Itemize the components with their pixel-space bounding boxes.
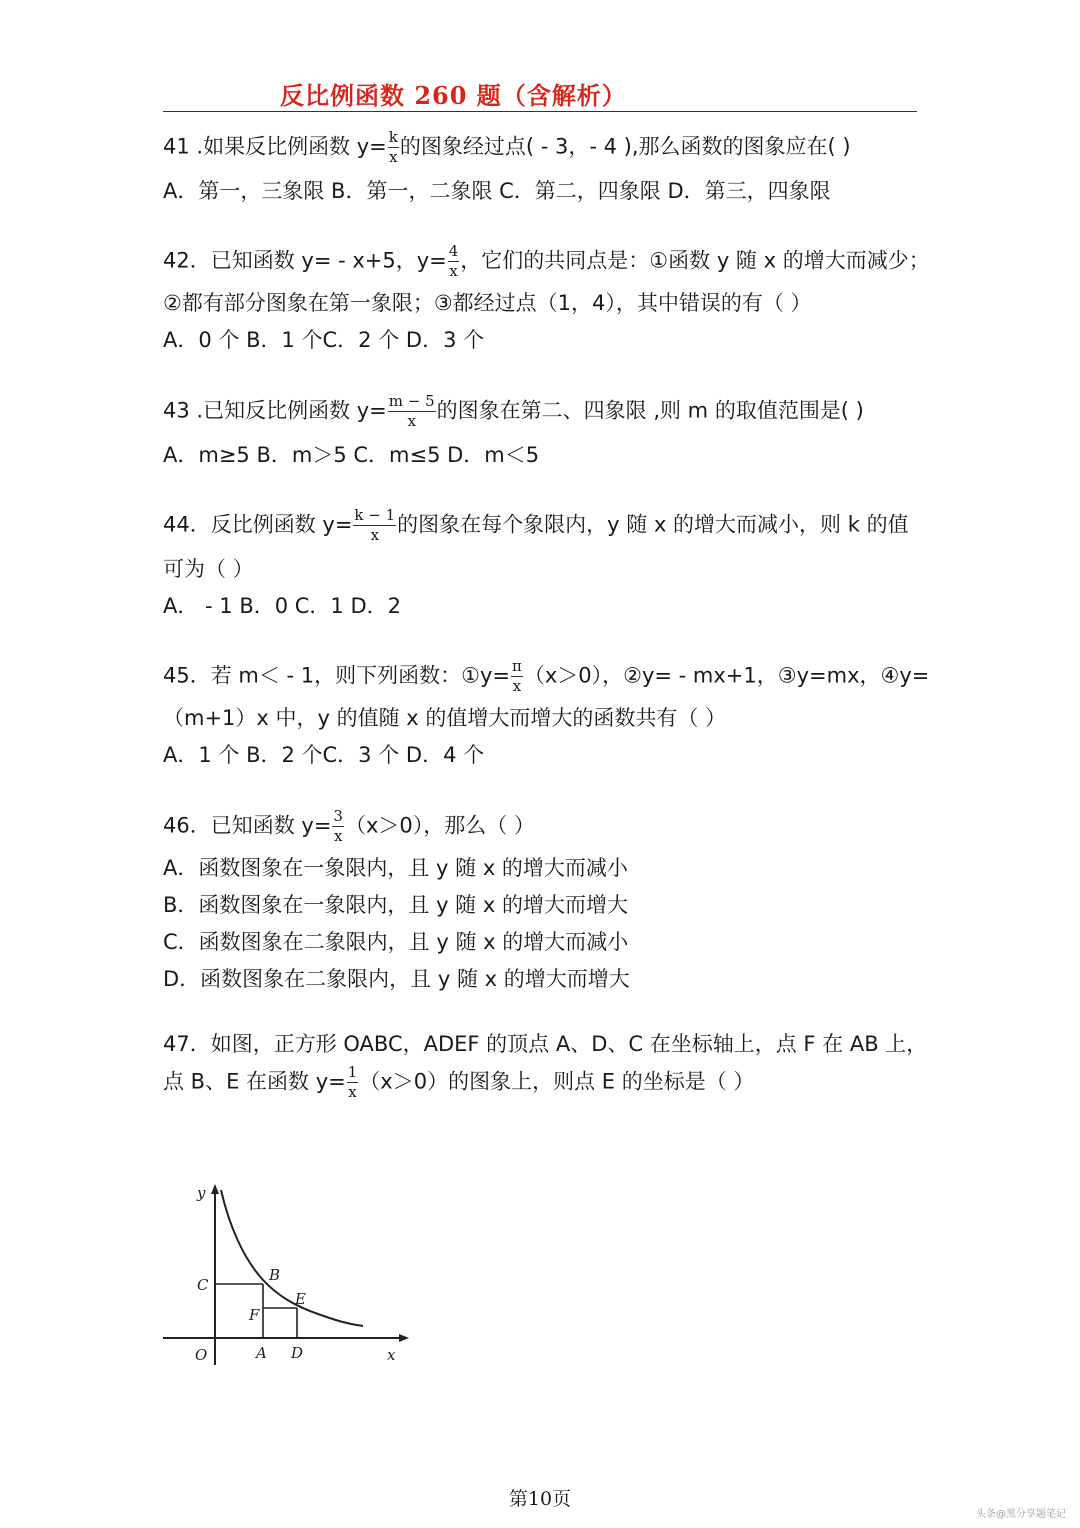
question-46 [163, 806, 923, 993]
question-44-stem-line2: 可为（ ） [163, 556, 254, 581]
stem-text: （x＞0），②y= - mx+1，③y=mx，④y= [523, 663, 930, 688]
label-f: F [249, 1306, 260, 1324]
question-44 [163, 505, 923, 619]
question-45-stem [163, 657, 930, 696]
fraction [332, 806, 344, 845]
question-42-options: A．0 个 B．1 个C．2 个 D．3 个 [163, 328, 485, 353]
fraction [388, 391, 436, 430]
y-axis-arrow [211, 1184, 219, 1194]
stem-text: 45．若 m＜ - 1，则下列函数：①y= [163, 663, 510, 688]
question-44-stem [163, 505, 923, 544]
fraction-denominator: x [348, 1083, 357, 1102]
label-o: O [195, 1346, 208, 1364]
question-42 [163, 242, 930, 353]
stem-text: 的图象经过点( - 3，- 4 ),那么函数的图象应在( ) [399, 134, 851, 159]
question-46-stem [163, 806, 923, 845]
question-47-figure [163, 1180, 413, 1370]
label-d: D [291, 1344, 304, 1362]
fraction [347, 1065, 359, 1100]
fraction-denominator: x [407, 411, 416, 430]
label-x: x [387, 1346, 396, 1364]
question-45 [163, 657, 930, 768]
document-title: 反比例函数 260 题（含解析） [280, 81, 627, 110]
fraction [388, 130, 399, 165]
stem-text: （x＞0）的图象上，则点 E 的坐标是（ ） [359, 1069, 755, 1094]
stem-text: 42．已知函数 y= - x+5，y= [163, 248, 447, 273]
stem-text: 的图象在每个象限内，y 随 x 的增大而减小，则 k 的值 [397, 512, 909, 537]
fraction-denominator: x [512, 677, 522, 696]
question-41-stem [163, 130, 923, 165]
label-b: B [269, 1266, 281, 1284]
question-42-stem-line2: ②都有部分图象在第一象限；③都经过点（1，4），其中错误的有（ ） [163, 291, 812, 316]
label-a: A [256, 1344, 267, 1362]
question-list [163, 128, 930, 1102]
stem-text: 点 B、E 在函数 y= [163, 1069, 346, 1094]
question-41 [163, 130, 923, 204]
question-47-stem-line2 [163, 1065, 923, 1100]
question-42-stem [163, 242, 930, 281]
fraction [448, 244, 460, 279]
question-46-option-c: C．函数图象在二象限内，且 y 随 x 的增大而减小 [163, 929, 629, 954]
fraction-numerator: k − 1 [354, 505, 396, 524]
question-43 [163, 391, 923, 468]
fraction-denominator: x [333, 826, 343, 845]
question-46-option-b: B．函数图象在一象限内，且 y 随 x 的增大而增大 [163, 892, 628, 917]
question-46-option-d: D．函数图象在二象限内，且 y 随 x 的增大而增大 [163, 967, 630, 992]
question-47-stem: 47．如图，正方形 OABC，ADEF 的顶点 A、D、C 在坐标轴上，点 F 在 AB 上， [163, 1032, 928, 1057]
question-45-options: A．1 个 B．2 个C．3 个 D．4 个 [163, 743, 485, 768]
question-41-options: A．第一，三象限 B．第一，二象限 C．第二，四象限 D．第三，四象限 [163, 179, 831, 203]
fraction-numerator: 3 [333, 806, 343, 825]
question-46-option-a: A．函数图象在一象限内，且 y 随 x 的增大而减小 [163, 855, 628, 880]
stem-text: 46．已知函数 y= [163, 813, 332, 837]
stem-text: 44．反比例函数 y= [163, 512, 353, 537]
fraction-denominator: x [370, 525, 380, 544]
fraction [511, 659, 523, 694]
label-e: E [295, 1290, 306, 1308]
header-divider [163, 111, 917, 112]
stem-text: ，它们的共同点是：①函数 y 随 x 的增大而减少； [460, 248, 930, 273]
fraction-numerator: 1 [347, 1063, 358, 1082]
fraction-numerator: π [512, 657, 522, 676]
stem-text: （x＞0），那么（ ） [344, 813, 535, 837]
x-axis-arrow [399, 1334, 409, 1342]
question-45-stem-line2: （m+1）x 中，y 的值随 x 的值增大而增大的函数共有（ ） [163, 706, 727, 731]
fraction-numerator: k [388, 128, 398, 146]
label-c: C [197, 1276, 209, 1294]
fraction [353, 505, 396, 544]
stem-text: 43 .已知反比例函数 y= [163, 398, 387, 423]
watermark: 头条@黑分享题笔记 [976, 1509, 1066, 1520]
question-47 [163, 1032, 928, 1102]
fraction-numerator: m − 5 [388, 391, 435, 410]
question-44-options: A． - 1 B．0 C．1 D．2 [163, 593, 402, 618]
label-y: y [197, 1184, 206, 1202]
question-43-options: A．m≥5 B．m＞5 C．m≤5 D．m＜5 [163, 442, 540, 467]
fraction-denominator: x [449, 262, 458, 281]
hyperbola-curve [221, 1190, 363, 1326]
page-number: 第10页 [508, 1488, 572, 1510]
stem-text: 的图象在第二、四象限 ,则 m 的取值范围是( ) [436, 398, 864, 423]
question-43-stem [163, 391, 923, 430]
fraction-numerator: 4 [448, 242, 459, 261]
stem-text: 41 .如果反比例函数 y= [163, 134, 387, 159]
fraction-denominator: x [389, 148, 398, 166]
